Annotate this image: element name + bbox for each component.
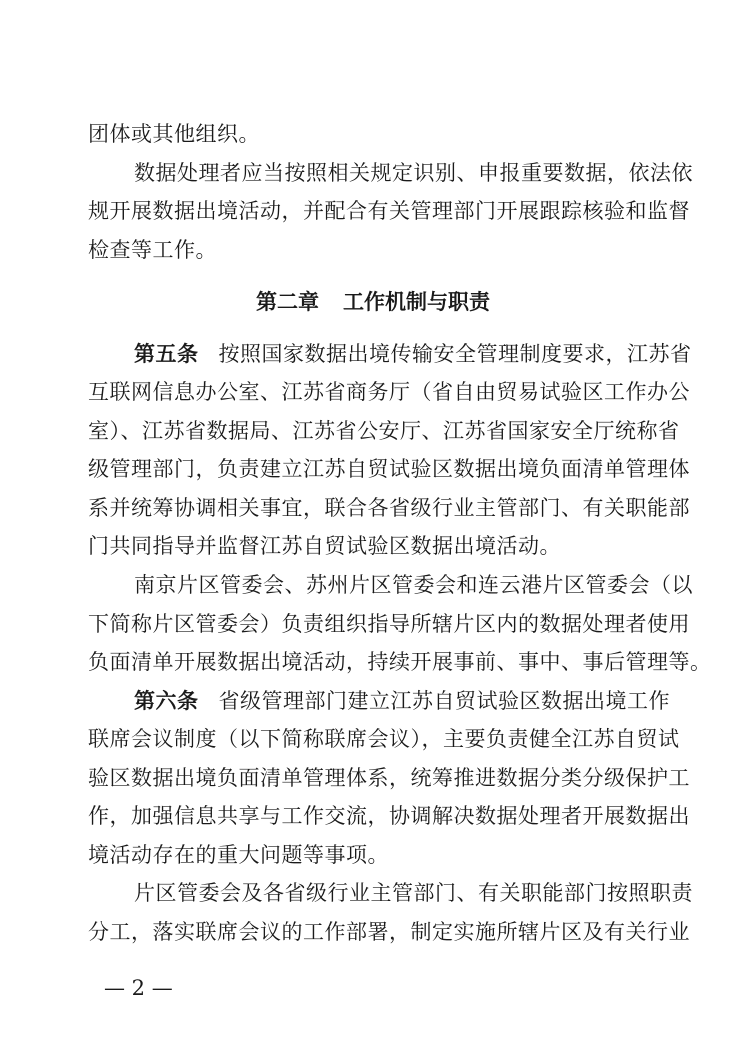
chapter-title: 工作机制与职责 (343, 290, 490, 314)
text-line: 验区数据出境负面清单管理体系，统筹推进数据分类分级保护工 (88, 766, 690, 790)
text-line: 南京片区管委会、苏州片区管委会和连云港片区管委会（以 (134, 573, 693, 597)
text-line: 门共同指导并监督江苏自贸试验区数据出境活动。 (88, 534, 561, 558)
chapter-number: 第二章 (256, 290, 319, 314)
text-line: 级管理部门，负责建立江苏自贸试验区数据出境负面清单管理体 (88, 457, 690, 481)
text-line: 片区管委会及各省级行业主管部门、有关职能部门按照职责 (134, 881, 693, 905)
text-line: 负面清单开展数据出境活动，持续开展事前、事中、事后管理等。 (88, 650, 712, 674)
text-line: 分工，落实联席会议的工作部署，制定实施所辖片区及有关行业 (88, 920, 690, 944)
text-line: 规开展数据出境活动，并配合有关管理部门开展跟踪核验和监督 (88, 199, 690, 223)
text-line: 下简称片区管委会）负责组织指导所辖片区内的数据处理者使用 (88, 612, 690, 636)
text-line: 联席会议制度（以下简称联席会议），主要负责健全江苏自贸试 (88, 727, 680, 751)
chapter-heading (0, 286, 746, 316)
text-line: 境活动存在的重大问题等事项。 (88, 843, 389, 867)
text-line: 检查等工作。 (88, 238, 217, 262)
text-line: 系并统筹协调相关事宜，联合各省级行业主管部门、有关职能部 (88, 496, 690, 520)
text-line: 团体或其他组织。 (88, 122, 260, 146)
text-line: 省级管理部门建立江苏自贸试验区数据出境工作 (218, 689, 670, 713)
text-line: 按照国家数据出境传输安全管理制度要求，江苏省 (218, 342, 692, 366)
page-number: — 2 — (104, 976, 173, 1000)
article-label: 第五条 (134, 342, 199, 366)
text-line: 互联网信息办公室、江苏省商务厅（省自由贸易试验区工作办公 (88, 380, 690, 404)
text-line: 作，加强信息共享与工作交流，协调解决数据处理者开展数据出 (88, 804, 690, 828)
text-line: 室）、江苏省数据局、江苏省公安厅、江苏省国家安全厅统称省 (88, 419, 680, 443)
text-line: 数据处理者应当按照相关规定识别、申报重要数据，依法依 (134, 161, 693, 185)
article-5-first-line (134, 338, 692, 368)
article-label: 第六条 (134, 689, 199, 713)
article-6-first-line (134, 685, 670, 715)
